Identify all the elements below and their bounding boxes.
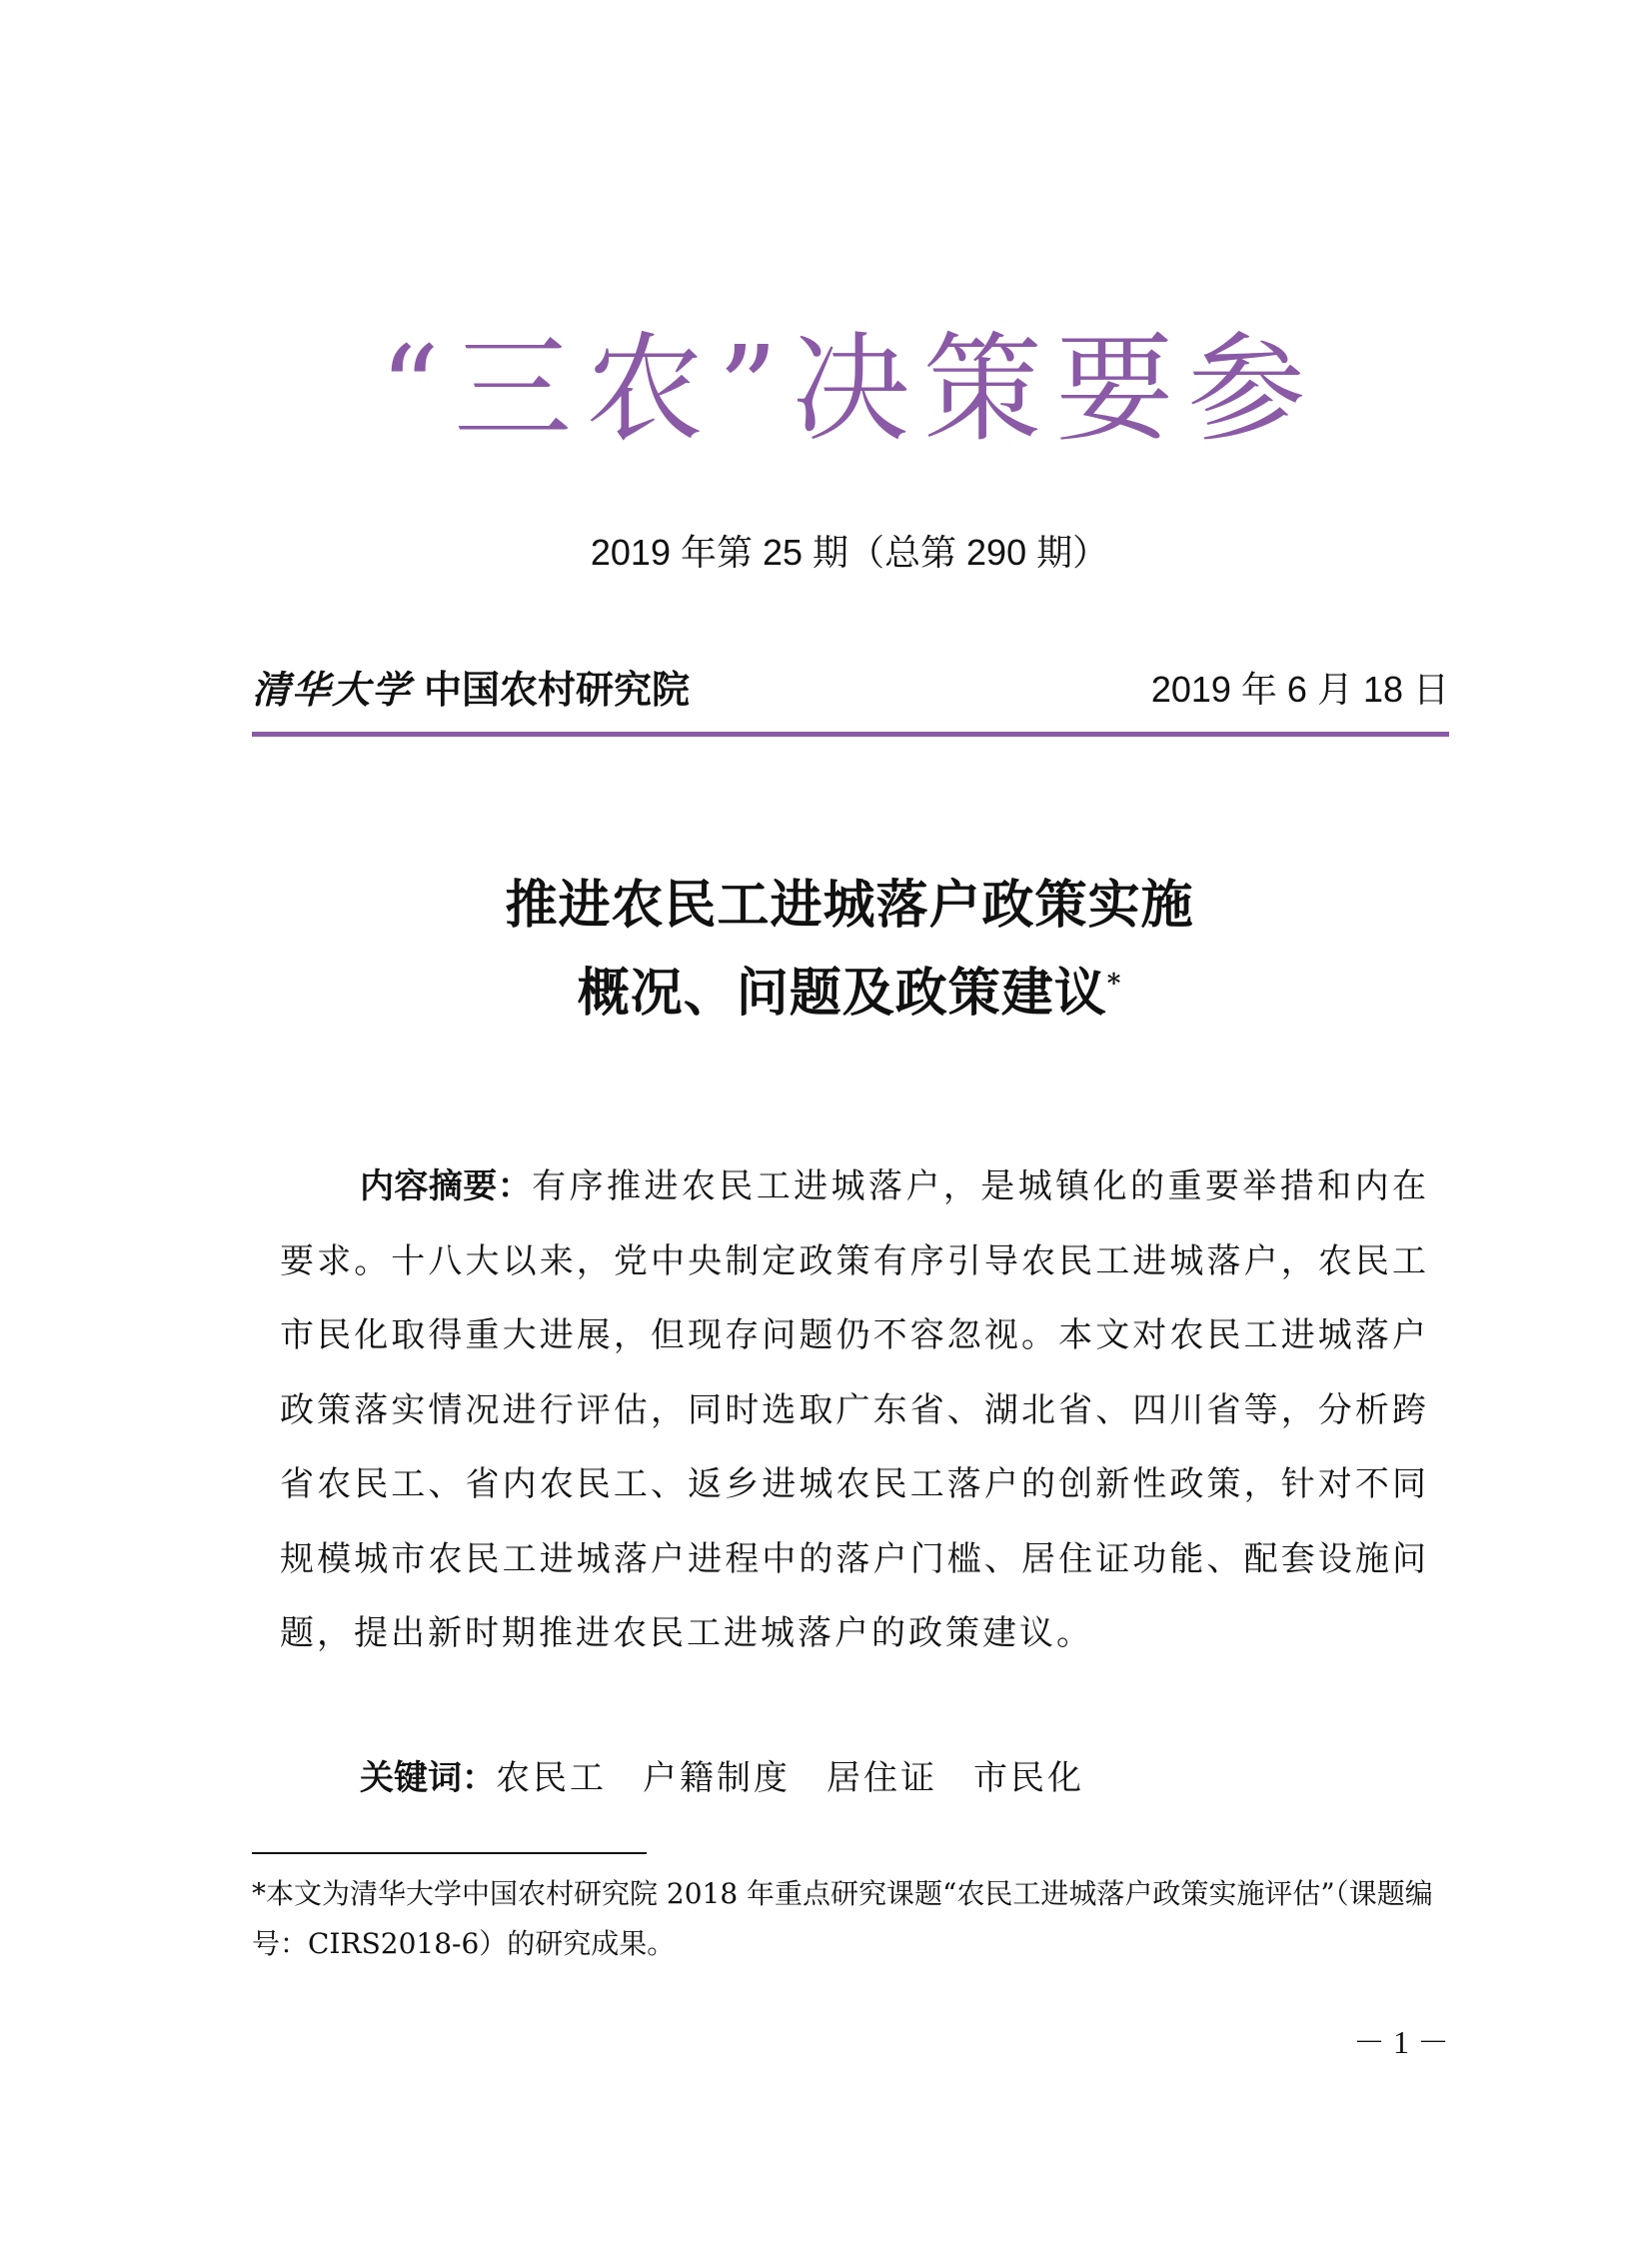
keywords-label: 关键词： [360, 1758, 496, 1798]
title-line-2 [250, 950, 1449, 1038]
keyword: 居住证 [826, 1758, 937, 1798]
keyword: 户籍制度 [643, 1758, 791, 1798]
page-number: － 1 － [1352, 2024, 1449, 2060]
footnote-divider [252, 1852, 647, 1854]
masthead-title: “三农”决策要参 [379, 320, 1320, 458]
abstract-label: 内容摘要： [360, 1166, 533, 1206]
header-divider [252, 732, 1449, 737]
publish-date: 2019 年 6 月 18 日 [1150, 669, 1449, 710]
abstract-text: 有序推进农民工进城落户，是城镇化的重要举措和内在要求。十八大以来，党中央制定政策有序引导农民工进城落户，农民工市民化取得重大进展，但现存问题仍不容忽视。本文对农民工进城落户政策落实情况进行评估，同时选取广东省、湖北省、四川省等，分析跨省农民工、省内农民工、返乡进城农民工落户的创新性政策，针对不同规模城市农民工进城落户进程中的落户门槛、居住证功能、配套设施问题，提出新时期推进农民工进城落户的政策建议。 [280, 1166, 1430, 1653]
university-logo-text: 清华大学 [252, 667, 413, 712]
footnote: *本文为清华大学中国农村研究院 2018 年重点研究课题“农民工进城落户政策实施评估”（课题编号：CIRS2018-6）的研究成果。 [252, 1877, 1433, 1960]
keyword: 农民工 [496, 1758, 607, 1798]
publisher [252, 665, 690, 715]
institute-name: 中国农村研究院 [424, 667, 691, 712]
abstract-paragraph [280, 1149, 1429, 1671]
title-line-1: 推进农民工进城落户政策实施 [505, 875, 1194, 936]
publisher-row [252, 665, 1449, 715]
keywords [360, 1741, 1120, 1815]
footnote-marker: * [1106, 969, 1122, 1000]
article-title [250, 862, 1449, 1038]
issue-number: 2019 年第 25 期（总第 290 期） [590, 532, 1109, 573]
title-line-2-text: 概况、问题及政策建议 [577, 963, 1107, 1024]
keyword: 市民化 [973, 1758, 1084, 1798]
